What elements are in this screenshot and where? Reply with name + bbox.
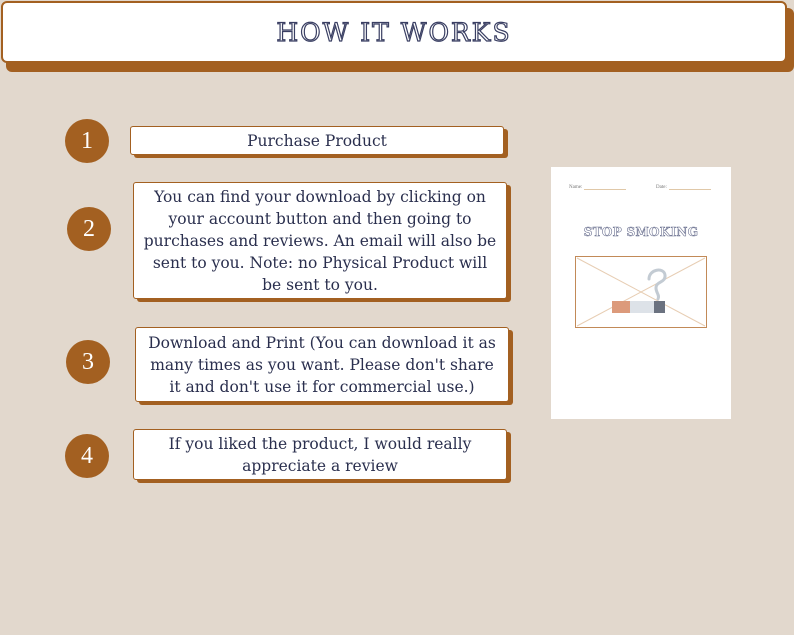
preview-illustration-frame bbox=[575, 256, 707, 328]
preview-date-line bbox=[669, 184, 711, 190]
step-2-text: You can find your download by clicking on your account button and then going to purchases and reviews. An email will also be sent to you. Note: no Physical Product will be sent to you. bbox=[143, 187, 497, 294]
preview-name-label: Name: bbox=[569, 185, 583, 190]
page-title: HOW IT WORKS bbox=[276, 17, 512, 47]
step-2-box bbox=[133, 182, 507, 299]
step-1-number: 1 bbox=[65, 119, 109, 163]
header-banner bbox=[1, 1, 787, 63]
product-preview bbox=[551, 167, 731, 419]
step-4-box bbox=[133, 429, 507, 480]
step-3-box bbox=[135, 327, 509, 402]
no-smoking-cigarette-icon bbox=[576, 257, 706, 327]
step-3-number: 3 bbox=[66, 340, 110, 384]
preview-date-label: Date: bbox=[656, 185, 667, 190]
preview-name-field bbox=[569, 184, 626, 190]
step-2-number: 2 bbox=[67, 207, 111, 251]
step-1-text: Purchase Product bbox=[247, 131, 387, 150]
step-3-text: Download and Print (You can download it as many times as you want. Please don't share it and don't use it for commercial use.) bbox=[148, 333, 496, 396]
preview-name-line bbox=[584, 184, 626, 190]
preview-title: STOP SMOKING bbox=[583, 225, 699, 239]
step-4-number: 4 bbox=[65, 434, 109, 478]
step-1-box bbox=[130, 126, 504, 155]
step-4-text: If you liked the product, I would really appreciate a review bbox=[168, 434, 472, 475]
preview-date-field bbox=[656, 184, 711, 190]
